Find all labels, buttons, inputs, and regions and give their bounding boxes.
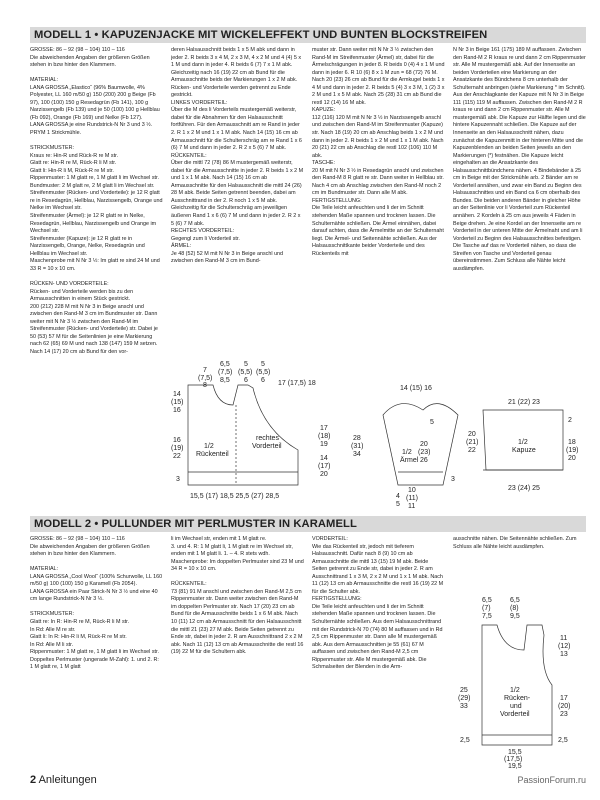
dim2-l3: 33 bbox=[460, 703, 468, 710]
model1-column-1: GRÖSSE: 86 – 92 (98 – 104) 110 – 116 Die abweichenden Angaben der größeren Größen stehen in bzw hinter den Klammern. MATERIAL: LANA GROSSA „Elastico“ (96% Baumwolle, 4% Polyester, LL 160 m/50 g) 150 (200) 200 g Beige (Fb 97), 100 (100) 150 g Resedagrün (Fb 141), 100 g Narzissengelb (Fb 139) und je 50 (100) 100 g Hellblau (Fb 092), Orange (Fb 169) und Nelke (Fb 127). LANA GROSSA je eine Rundstrick-N Nr 3 und 3 ½. PRYM 1 Strickmühle. STRICKMUSTER: Kraus re: Hin-R und Rück-R re M str. Glatt re: Hin-R re M, Rück-R li M str. Glatt li: Hin-R li M, Rück-R re M str. Rippenmuster: 1 M glatt re, 1 M glatt li im Wechsel str. Bundmuster: 2 M glatt re, 2 M glatt li im Wechsel str. Streifenmuster (Rücken- und Vorderteile): je 12 R glatt re in Resedagrün, Hellblau, Narzissengelb, Orange und Nelke im Wechsel str. Streifenmuster (Ärmel): je 12 R glatt re in Nelke, Resedagrün, Hellblau, Narzissengelb und Orange im Wechsel str. Streifenmuster (Kapuze): je 12 R glatt re in Narzissengelb, Orange, Nelke, Resedagrün und Hellblau im Wechsel str. Maschenprobe mit N Nr 3 ½: Im glatt re sind 24 M und 33 R = 10 x 10 cm. RÜCKEN- UND VORDERTEILE: Rücken- und Vorderteile werden bis zu den Armausschnitten in einem Stück gestrickt. 200 (212) 228 M mit N Nr 3 in Beige anschl und zwischen den Rand-M 3 cm im Bundmuster str. Dann weiter mit N Nr 3 ½ zwischen den Rand-M im Streifenmuster (Rücken- und Vorderteile) str. Dabei je 50 (53) 57 M für die Seitenlinien je eine Markierung nach 62 (65) 69 M und nach 138 (147) 159 M setzen. Nach 14 (17) 20 cm ab Bund für den vor- bbox=[30, 47, 163, 355]
model1-schematic bbox=[168, 360, 588, 515]
dim2-r4: 17 bbox=[560, 695, 568, 702]
dim-top-d2: (5,5) bbox=[256, 369, 271, 376]
dim2-l2: (29) bbox=[458, 695, 471, 702]
dim2-t2c: 9,5 bbox=[510, 613, 520, 620]
dim-left-a3: 16 bbox=[173, 407, 181, 414]
dim2-b1: 15,5 bbox=[508, 749, 522, 756]
dim-left-c: 3 bbox=[176, 476, 180, 483]
dim-top-c3: 6 bbox=[244, 377, 248, 384]
page-footer bbox=[30, 774, 97, 786]
dim2-t2b: (8) bbox=[510, 605, 519, 612]
dim-bottom: 15,5 (17) 18,5 25,5 (27) 28,5 bbox=[190, 493, 280, 500]
dim2-r7: 2,5 bbox=[558, 737, 568, 744]
dim-sleeve-b4: 4 bbox=[396, 493, 400, 500]
dim-sleeve-b5: 5 bbox=[396, 501, 400, 508]
model2-column-2: li im Wechsel str, enden mit 1 M glatt re. 3. und 4. R: 1 M glatt li, 1 M glatt re im Wechsel str, enden mit 1 M glatt li. 1. – 4. R stets wdh. Maschenprobe: Im doppelten Perlmuster sind 23 M und 34 R = 10 x 10 cm. RÜCKENTEIL: 73 (81) 91 M anschl und zwischen den Rand-M 2,5 cm Rippenmuster str. Dann weiter zwischen den Rand-M im doppelten Perlmuster str. Nach 17 (20) 23 cm ab Bund für die Armausschnitte beids 1 x 6 M abk. Nach 10 (11) 12 cm ab Armausschnitt für den Halsausschnitt die mittl 21 (23) 27 M abk. Beide Seiten getrennt zu Ende str, dabei in jeder 2. R am Ausschnittrand 2 x 2 M abk. Nach 11 (12) 13 cm ab Armausschnitte die restl 16 (19) 22 M für die Schultern abk. bbox=[171, 536, 304, 656]
section-name: Anleitungen bbox=[38, 774, 97, 786]
label-sleeve-2: Ärmel bbox=[400, 457, 419, 464]
label-hood: 1/2 bbox=[518, 439, 528, 446]
dim-sleeve-m2: (31) bbox=[351, 443, 364, 450]
dim-top-c2: (5,5) bbox=[238, 369, 253, 376]
dim2-r6: 23 bbox=[560, 711, 568, 718]
dim-top-b2: (7,5) bbox=[218, 369, 233, 376]
dim-sleeve-r2: 20 bbox=[420, 441, 428, 448]
model2-column-1: GRÖSSE: 86 – 92 (98 – 104) 110 – 116 Die abweichenden Angaben der größeren Größen stehen in bzw hinter den Klammern. MATERIAL: LANA GROSSA „Cool Wool“ (100% Schurwolle, LL 160 m/50 g) 100 (100) 150 g Karamell (Fb 2054). LANA GROSSA ein Paar Strick-N Nr 3 ½ und eine 40 cm lange Rundstrick-N Nr 3 ½. STRICKMUSTER: Glatt re: In R: Hin-R re M, Rück-R li M str. In Rd: Alle M re str. Glatt li: In R: Hin-R li M, Rück-R re M str. In Rd: Alle M li str. Rippenmuster: 1 M glatt re, 1 M glatt li im Wechsel str. Doppeltes Perlmuster (ungerade M-Zahl): 1. und 2. R: 1 M glatt re, 1 M glatt bbox=[30, 536, 163, 671]
dim2-t1c: 7,5 bbox=[482, 613, 492, 620]
model1-column-4: N Nr 3 in Beige 161 (175) 189 M auffassen. Zwischen den Rand-M 2 R kraus re und dann 2 cm Rippenmuster str. Alle M mustergemäß abk. Auf der Innenseite an beiden Vorderteilen eine Markierung an der Ansatzkante des Bündchens 8 cm unterhalb der Schulternaht anbringen (siehe Markierung * im Schnitt). Aus der Anschlagkante der Kapuze mit N Nr 3 in Beige 111 (115) 119 M auffassen. Zwischen den Rand-M 2 R kraus re und dann 2 cm Rippenmuster str. Alle M mustergemäß abk. Die Kapuze zur Hälfte legen und die hintere Kapuzennaht schließen. Die Kapuze auf der Innenseite an den Halsausschnitt nähen, dazu zunächst die Kapuzenmitt in der hinteren Mitte und die Kapuzenblenden an beiden Seiten jeweils an den Markierungen (*) festnähen. Die Kapuze leicht eingehalten an die Ansatzkante des Halsausschnittbündchens nähen. 4 Bindebänder à 25 cm in Beige mit der Strickmühle arb. 2 Bänder am re Vorderteil annähen, und zwar ein Band zu Beginn des Halsausschnittes und ein Band ca 6 cm oberhalb des Bundes. Die beiden anderen Bänder in gleicher Höhe an der Seitenlinie vor li Vorderteil zum Rückenteil annähen. 2 Kordeln à 25 cm aus jeweils 4 Fäden in Beige drehen. Je eine Kordel an der Innenseite am re Vorderteil in der unteren Mitte der Ärmelnaht und am li Vorderteil zu Beginn des Halsausschnittes befestigen. Die Tasche auf das re Vorderteil nähen, so dass die Streifen von Tasche und Vorderteil genau übereinstimmen. Zum Schluss alle Nähte leicht ausdämpfen. bbox=[453, 47, 586, 272]
model1-title: MODELL 1 • KAPUZENJACKE MIT WICKELEFFEKT UND BUNTEN BLOCKSTREIFEN bbox=[30, 27, 586, 43]
label-back: 1/2 bbox=[204, 443, 214, 450]
dim-top-c: 5 bbox=[244, 361, 248, 368]
dim-sleeve-b3: 11 bbox=[408, 503, 416, 510]
label-front-2: Vorderteil bbox=[252, 443, 282, 450]
label2-4: Vorderteil bbox=[500, 711, 530, 718]
dim2-b2: (17,5) bbox=[504, 756, 523, 763]
dim-top-d3: 6 bbox=[261, 377, 265, 384]
dim2-l4: 2,5 bbox=[460, 737, 470, 744]
dim-sleeve-l2: (18) bbox=[318, 433, 331, 440]
dim-hood-top: 21 (22) 23 bbox=[508, 399, 540, 406]
dim-sleeve-l3: 19 bbox=[320, 441, 328, 448]
label2-3: und bbox=[510, 703, 522, 710]
dim2-r3: 13 bbox=[560, 651, 568, 658]
dim-sleeve-m3: 34 bbox=[353, 451, 361, 458]
model1-column-3: muster str. Dann weiter mit N Nr 3 ½ zwischen den Rand-M im Streifenmuster (Ärmel) str, dabei für die Ärmelschrägungen in jeder 8. R beids 0 (4) 4 x 1 M und dann in jeder 6. R 10 (6) 8 x 1 M zun = 68 (72) 76 M. Nach 20 (23) 26 cm ab Bund für die Armkugel beids 1 x 4 M und dann in jeder 2. R beids 5 (4) 3 x 3 M, 1 (2) 3 x 2 M und 1 x 5 M abk. Nach 25 (28) 31 cm ab Bund die restl 12 (14) 16 M abk. KAPUZE: 112 (116) 120 M mit N Nr 3 ½ in Narzissengelb anschl und zwischen den Rand-M im Streifenmuster (Kapuze) str. Nach 18 (19) 20 cm ab Anschlag beids 1 x 2 M und dann in jeder 2. R beids 1 x 2 M und 1 x 1 M abk. Nach 20 (21) 22 cm ab Anschlag die restl 102 (106) 110 M abk. TASCHE: 20 M mit N Nr 3 ½ in Resedagrün anschl und zwischen den Rand-M 8 R glatt re str. Dann weiter in Hellblau str. Nach 4 cm ab Anschlag zwischen den Rand-M noch 2 cm im Bundmuster str. Dann alle M abk. FERTIGSTELLUNG: Die Teile leicht anfeuchten und li der im Schnitt stehenden Maße spannen und trocknen lassen. Die Schulternähte schließen. Die Ärmel einnähen, dabei darauf achten, dass die Ärmelmitte an der Schulternaht liegt. Die Ärmel- und Seitennähte schließen. Aus der Halsausschnittkante beider Vorderteile und des Rückenteils mit bbox=[312, 47, 445, 257]
dim2-t2: 6,5 bbox=[510, 597, 520, 604]
dim2-r2: (12) bbox=[558, 643, 571, 650]
dim-top-a2: (7,5) bbox=[198, 375, 213, 382]
dim-sleeve-r4: 26 bbox=[420, 457, 428, 464]
label-back-2: Rückenteil bbox=[196, 451, 229, 458]
dim-left-b: 16 bbox=[173, 437, 181, 444]
model2-title: MODELL 2 • PULLUNDER MIT PERLMUSTER IN KARAMELL bbox=[30, 516, 586, 532]
dim-sleeve-l4: 14 bbox=[320, 455, 328, 462]
dim-top-a3: 8 bbox=[203, 382, 207, 389]
dim-left-a2: (15) bbox=[171, 399, 184, 406]
watermark: PassionForum.ru bbox=[517, 775, 586, 785]
dim-sleeve-l1: 17 bbox=[320, 425, 328, 432]
dim-top-b: 6,5 bbox=[220, 361, 230, 368]
dim-top-b3: 8,5 bbox=[220, 377, 230, 384]
model2-schematic bbox=[452, 590, 592, 775]
dim-hood-r4: 20 bbox=[568, 455, 576, 462]
dim2-b3: 19,5 bbox=[508, 763, 522, 770]
label2-2: Rücken- bbox=[504, 695, 531, 702]
dim-hood-l3: 22 bbox=[468, 447, 476, 454]
dim-top-e: 17 (17,5) 18 bbox=[278, 380, 316, 387]
dim-hood-r1: 2 bbox=[568, 417, 572, 424]
dim-hood-r2: 18 bbox=[568, 439, 576, 446]
dim-sleeve-cuff: 3 bbox=[451, 476, 455, 483]
dim2-r5: (20) bbox=[558, 703, 571, 710]
dim-hood-l1: 20 bbox=[468, 431, 476, 438]
dim-hood-r3: (19) bbox=[566, 447, 579, 454]
dim-sleeve-l5: (17) bbox=[318, 463, 331, 470]
dim-top-a: 7 bbox=[203, 367, 207, 374]
model2-column-4: ausschnitte nähen. Die Seitennähte schließen. Zum Schluss alle Nähte leicht ausdämpfen. bbox=[453, 536, 577, 550]
dim-sleeve-top: 14 (15) 16 bbox=[400, 385, 432, 392]
model2-column-3: VORDERTEIL: Wie das Rückenteil str, jedoch mit tieferem Halsausschnitt. Dafür nach 8 (9) 10 cm ab Armausschnitte die mittl 13 (15) 19 M abk. Beide Seiten getrennt zu Ende str, dabei in jeder 2. R am Ausschnittrand 1 x 3 M, 2 x 2 M und 1 x 1 M abk. Nach 11 (12) 13 cm ab Armausschnitte die restl 16 (19) 22 M für die Schulter abk. FERTIGSTELLUNG: Die Teile leicht anfeuchten und li der im Schnitt stehenden Maße spannen und trocknen lassen. Die Schulternähte schließen. Aus dem Halsausschnittrand mit der Rundstrick-N 70 (74) 80 M auffassen und in Rd 2,5 cm Rippenmuster str. Dann alle M mustergemäß abk. Aus dem Armausschnitten je 55 (61) 67 M auffassen und zwischen den Rand-M 2,5 cm Rippenmuster str. Alle M mustergemäß abk. Die Schmalseiten der Blenden in die Arm- bbox=[312, 536, 444, 671]
dim2-l1: 25 bbox=[460, 687, 468, 694]
dim-sleeve-r1: 5 bbox=[430, 419, 434, 426]
dim-sleeve-b2: (11) bbox=[406, 495, 418, 502]
dim-sleeve-r3: (23) bbox=[418, 449, 431, 456]
label-front: rechtes bbox=[256, 435, 279, 442]
dim-hood-l2: (21) bbox=[466, 439, 479, 446]
dim-left-b2: (19) bbox=[171, 445, 184, 452]
dim-hood-bottom: 23 (24) 25 bbox=[508, 485, 540, 492]
dim-sleeve-l6: 20 bbox=[320, 471, 328, 478]
dim2-t1b: (7) bbox=[482, 605, 491, 612]
dim-sleeve-b1: 10 bbox=[408, 487, 416, 494]
dim-top-d: 5 bbox=[261, 361, 265, 368]
label-hood-2: Kapuze bbox=[512, 447, 536, 454]
dim2-t1: 6,5 bbox=[482, 597, 492, 604]
dim2-r1: 11 bbox=[560, 635, 568, 642]
dim-left-a: 14 bbox=[173, 391, 181, 398]
model1-column-2: deren Halsausschnitt beids 1 x 5 M abk und dann in jeder 2. R beids 3 x 4 M, 2 x 3 M, 4 x 2 M und 4 (4) 5 x 1 M und dann in jeder 4. R beids 6 (7) 7 x 1 M abk. Gleichzeitig nach 16 (19) 22 cm ab Bund für die Armausschnitte beids der Markierungen 1 x 2 M abk. Rücken- und Vorderteile werden getrennt zu Ende gestrickt. LINKES VORDERTEIL: Über die M des li Vorderteils mustergemäß weiterstr, dabei für die Abnahmen für den Halsausschnitt fortführen. Für den Armausschnitt am re Rand in jeder 2. R 1 x 2 M und 1 x 1 M abk. Nach 14 (15) 16 cm ab Armausschnitt für die Schulterschräg am re Rand 1 x 6 (6) 7 M und dann in jeder 2. R 2 x 5 (6) 7 M abk. RÜCKENTEIL: Über die mittl 72 (78) 86 M mustergemäß weiterstr, dabei für die Armausschnitte in jeder 2. R beids 1 x 2 M und 1 x 1 M abk. Nach 14 (15) 16 cm ab Armausschnitte für den Halsausschnitt die mittl 24 (26) 28 M abk. Beide Seiten getrennt beenden, dabei am Ausschnittrand in der 2. R noch 1 x 5 M abk. Gleichzeitig für die Schulterschräg am jeweiligen äußeren Rand 1 x 6 (6) 7 M und dann in jeder 2. R 2 x 5 (6) 7 M abk. RECHTES VORDERTEIL: Gegengl zum li Vorderteil str. ÄRMEL: Je 48 (52) 52 M mit N Nr 3 in Beige anschl und zwischen den Rand-M 3 cm im Bund- bbox=[171, 47, 304, 265]
label2-1: 1/2 bbox=[510, 687, 520, 694]
label-sleeve: 1/2 bbox=[402, 449, 412, 456]
page-number: 2 bbox=[30, 774, 37, 786]
dim-sleeve-m1: 28 bbox=[353, 435, 361, 442]
dim-left-b3: 22 bbox=[173, 453, 181, 460]
